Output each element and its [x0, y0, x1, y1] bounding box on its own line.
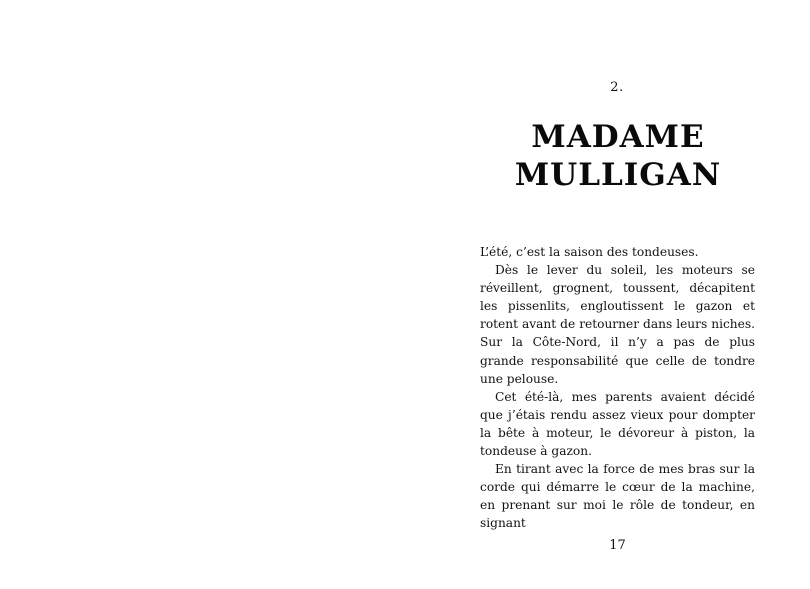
- paragraph-2: Dès le lever du soleil, les moteurs se réveillent, grognent, toussent, décapitent les pissenlits, engloutissent le gazon et rotent avant de retourner dans leurs niches. Sur la Côte-Nord, il n’y a pas de plus grande responsabilité que celle de tondre une pelouse.: [480, 263, 755, 386]
- body-text: [480, 243, 755, 533]
- chapter-number: 2.: [610, 80, 624, 95]
- chapter-title-line-1: MADAME: [531, 119, 705, 155]
- paragraph-4: En tirant avec la force de mes bras sur la corde qui démarre le cœur de la machine, en prenant sur moi le rôle de tondeur, en signant: [480, 462, 755, 531]
- page-number: 17: [609, 538, 626, 553]
- paragraph-3: Cet été-là, mes parents avaient décidé que j’étais rendu assez vieux pour dompter la bête à moteur, le dévoreur à piston, la tondeuse à gazon.: [480, 389, 755, 459]
- chapter-title: [500, 118, 736, 194]
- paragraph-1: L’été, c’est la saison des tondeuses.: [480, 245, 699, 259]
- chapter-title-line-2: MULLIGAN: [514, 157, 722, 193]
